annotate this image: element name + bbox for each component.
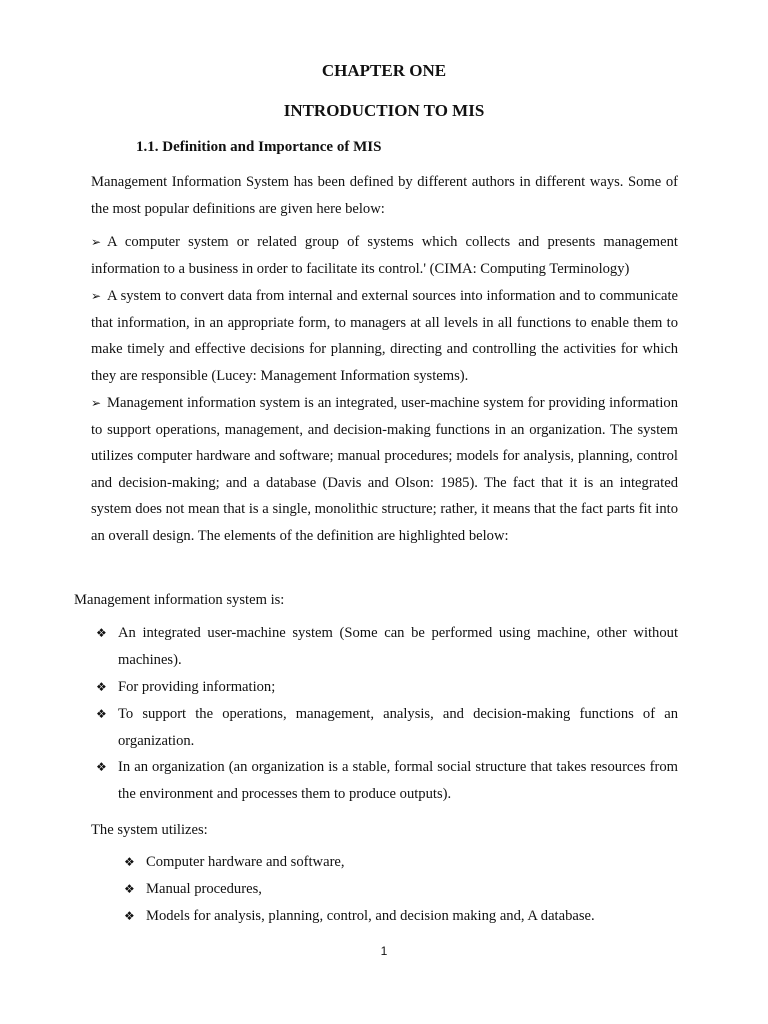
definition-item — [91, 229, 678, 282]
diamond-bullet-icon: ❖ — [124, 909, 135, 923]
definition-item — [91, 283, 678, 389]
list-item-text: In an organization (an organization is a stable, formal social structure that takes resources from the environment and processes them to produce outputs). — [118, 759, 678, 802]
arrow-bullet-icon: ➢ — [91, 289, 102, 303]
arrow-bullet-icon: ➢ — [91, 396, 102, 410]
list-item — [96, 620, 678, 673]
diamond-bullet-icon: ❖ — [96, 760, 107, 774]
list-item-text: Computer hardware and software, — [146, 854, 345, 870]
list-item-text: Models for analysis, planning, control, and decision making and, A database. — [146, 908, 595, 924]
diamond-bullet-icon: ❖ — [96, 680, 107, 694]
diamond-bullet-icon: ❖ — [124, 882, 135, 896]
chapter-title: CHAPTER ONE — [321, 61, 447, 80]
page-number: 1 — [380, 944, 388, 958]
list-item — [124, 849, 666, 876]
list-item — [96, 701, 678, 754]
definition-text: A system to convert data from internal and external sources into information and to communicate that information, in an appropriate form, to managers at all levels in all functions to enable them to make timely and effective decisions for planning, directing and controlling the activities for which they are responsible (Lucey: Management Information systems). — [91, 288, 678, 384]
list-item — [124, 903, 666, 930]
list-item — [96, 674, 678, 701]
subsection-title: 1.1. Definition and Importance of MIS — [136, 139, 382, 155]
diamond-bullet-icon: ❖ — [96, 707, 107, 721]
diamond-bullet-icon: ❖ — [124, 855, 135, 869]
definition-item — [91, 390, 678, 550]
list-item-text: An integrated user-machine system (Some can be performed using machine, other without machines). — [118, 625, 678, 668]
definition-text: A computer system or related group of systems which collects and presents management information to a business in order to facilitate its control.' (CIMA: Computing Terminology) — [91, 234, 678, 277]
list-item-text: Manual procedures, — [146, 881, 262, 897]
intro-paragraph: Management Information System has been defined by different authors in different ways. Some of the most popular definitions are given here below: — [91, 174, 678, 217]
arrow-bullet-icon: ➢ — [91, 235, 102, 249]
system-list-label: The system utilizes: — [91, 822, 208, 838]
diamond-bullet-icon: ❖ — [96, 626, 107, 640]
section-title: INTRODUCTION TO MIS — [283, 101, 485, 120]
mis-list-label: Management information system is: — [74, 592, 285, 608]
list-item-text: To support the operations, management, analysis, and decision-making functions of an organization. — [118, 706, 678, 749]
list-item-text: For providing information; — [118, 679, 276, 695]
definition-text: Management information system is an integrated, user-machine system for providing information to support operations, management, and decision-making functions in an organization. The system utilizes computer hardware and software; manual procedures; models for analysis, planning, control and decision-making; and a database (Davis and Olson: 1985). The fact that it is an integrated system does not mean that is a single, monolithic structure; rather, it means that the fact parts fit into an overall design. The elements of the definition are highlighted below: — [91, 395, 678, 544]
list-item — [124, 876, 666, 903]
list-item — [96, 754, 678, 807]
